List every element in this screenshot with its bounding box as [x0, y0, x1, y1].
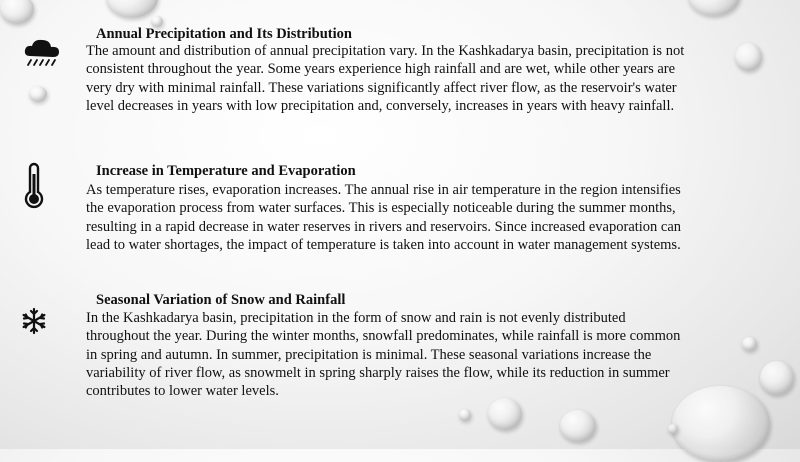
water-drop-decoration: [735, 43, 762, 71]
rain-cloud-icon: [22, 36, 62, 70]
water-drop-decoration: [668, 424, 678, 434]
water-drop-decoration: [106, 0, 158, 18]
water-drop-decoration: [760, 361, 794, 395]
water-drop-decoration: [672, 386, 770, 462]
section-heading: Annual Precipitation and Its Distribution: [96, 26, 352, 42]
section-body: As temperature rises, evaporation increases. The annual rise in air temperature in the region intensifies the evaporation process from water surfaces. This is especially noticeable during the summer months, resulting in a rapid decrease in water reserves in rivers and reservoirs. Since increased evaporation can lead to water shortages, the impact of temperature is taken into account in water management systems.: [86, 182, 682, 253]
section-heading: Increase in Temperature and Evaporation: [96, 163, 356, 179]
water-drop-decoration: [488, 398, 522, 430]
water-drop-decoration: [459, 409, 471, 421]
section-heading: Seasonal Variation of Snow and Rainfall: [96, 292, 346, 308]
water-drop-decoration: [560, 410, 596, 442]
section-body: In the Kashkadarya basin, precipitation in the form of snow and rain is not evenly distributed throughout the year. During the winter months, snowfall predominates, while rainfall is more common in spring and autumn. In summer, precipitation is minimal. These seasonal variations increase the variability of river flow, as snowmelt in spring sharply raises the flow, while its reduction in summer contributes to lower water levels.: [86, 310, 681, 400]
water-drop-decoration: [29, 86, 47, 102]
water-drop-decoration: [688, 0, 740, 16]
section-body: The amount and distribution of annual precipitation vary. In the Kashkadarya basin, precipitation is not consistent throughout the year. Some years experience high rainfall and are wet, while other years are very dry with minimal rainfall. These variations significantly affect river flow, as the reservoir's water level decreases in years with low precipitation and, conversely, increases in years with heavy rainfall.: [86, 43, 685, 114]
water-drop-decoration: [742, 337, 757, 351]
water-drop-decoration: [0, 0, 34, 24]
snowflake-icon: [20, 307, 48, 335]
thermometer-icon: [22, 162, 46, 210]
